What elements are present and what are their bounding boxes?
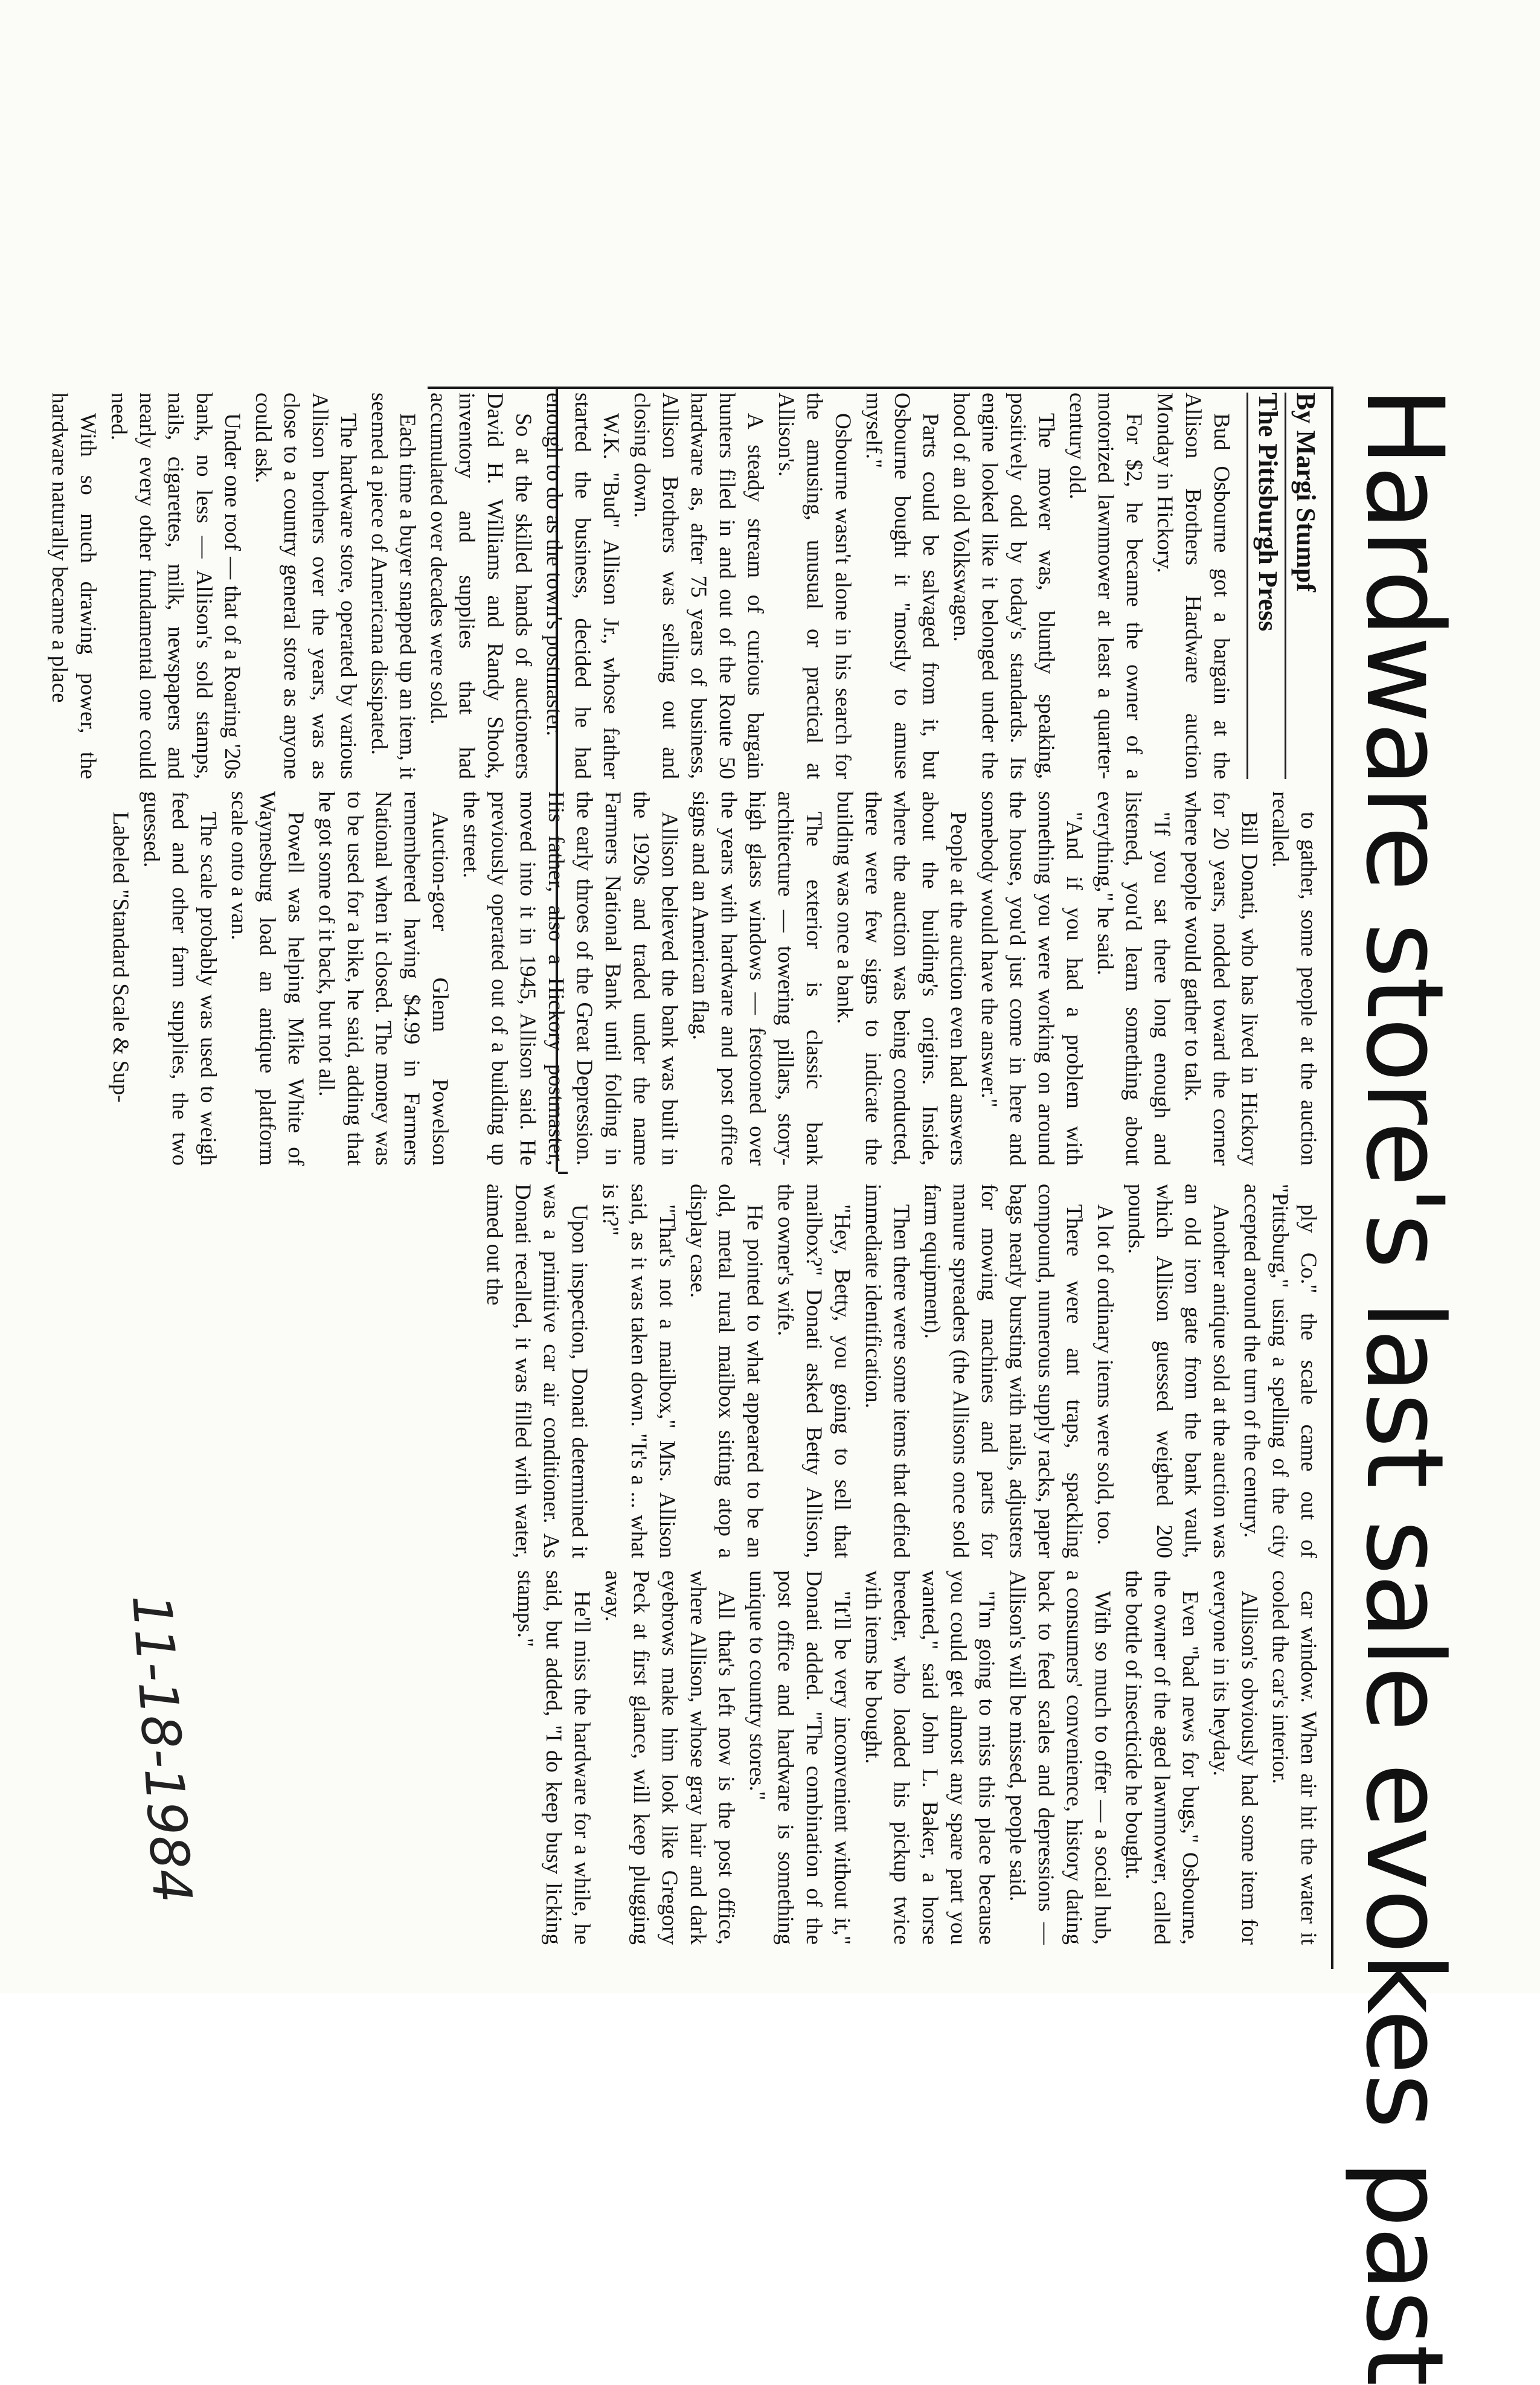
paragraph: The exterior is classic bank architecture — towering pillars, story-high glass windows — festooned over the years with hardware and post office signs and an American flag. [688,791,826,1166]
byline-paper: The Pittsburgh Press [1246,393,1285,779]
paragraph: The mower was, bluntly speaking, positively odd by today's standards. Its engine looked like it belonged under the hood of an old Volkswagen. [949,393,1059,779]
paragraph: The scale probably was used to weigh feed and other farm supplies, the two guessed. [139,791,220,1166]
paragraph: Powell was helping Mike White of Waynesburg load an antique platform scale onto a van. [226,791,308,1166]
paragraph: Allison's obviously had some item for everyone in its heyday. [1208,1570,1262,1945]
paragraph: Bill Donati, who has lived in Hickory for 20 years, nodded toward the corner where people would gather to talk. [1180,791,1262,1166]
paragraph: Parts could be salvaged from it, but Osbourne bought it "mostly to amuse myself." [861,393,943,779]
byline [1246,393,1323,779]
paragraph: Allison believed the bank was built in the 1920s and traded under the name Farmers National Bank until folding in the early throes of the Great Depression. His father, also a Hickory postmaster, moved into it in 1945, Allison said. He previously operated out of a building up the street. [458,791,682,1166]
paragraph: Auction-goer Glenn Powelson remembered having $4.99 in Farmers National when it closed. The money was to be used for a bike, he said, adding that he got some of it back, but not all. [314,791,452,1166]
paragraph: The hardware store, operated by various Allison brothers over the years, was as close to a country general store as anyone could ask. [251,393,361,779]
column-2 [108,791,1323,1166]
paragraph: Osbourne wasn't alone in his search for the amusing, unusual or practical at Allison's. [774,393,855,779]
paragraph: With so much to offer — a social hub, a consumers' convenience, history dating back to feed scales and depressions — Allison's will be missed, people said. [1005,1570,1115,1945]
paragraph: There were ant traps, spackling compound, numerous supply racks, paper bags nearly bursting with nails, adjusters for mowing machines and parts for manure spreaders (the Allisons once sold farm equipment). [920,1184,1086,1558]
paragraph: People at the auction even had answers about the building's origins. Inside, where the auction was being conducted, there were few signs to indicate the building was once a bank. [832,791,971,1166]
headline: Hardware store's last sale evokes past [1343,387,1466,2385]
paragraph: With so much drawing power, the hardware naturally became a place [47,393,100,779]
paragraph: Even "bad news for bugs," Osbourne, the owner of the aged lawnmower, called the bottle of insecticide he bought. [1121,1570,1202,1945]
paragraph: For $2, he became the owner of a motorized lawnmower at least a quarter-century old. [1065,393,1146,779]
paragraph: A steady stream of curious bargain hunters filed in and out of the Route 50 hardware as, after 75 years of business, Allison Brothers was selling out and closing down. [629,393,768,779]
paragraph: to gather, some people at the auction recalled. [1268,791,1321,1166]
paragraph: A lot of ordinary items were sold, too. [1092,1204,1117,1546]
paragraph: Each time a buyer snapped up an item, it seemed a piece of Americana dissipated. [367,393,420,779]
paragraph: "That's not a mailbox," Mrs. Allison said, as it was taken down. "It's a ... what is it?" [598,1184,679,1558]
paragraph: Then there were some items that defied immediate identification. [861,1184,914,1558]
paragraph: Another antique sold at the auction was an old iron gate from the bank vault, which Allison guessed weighed 200 pounds. [1123,1184,1233,1558]
paragraph: So at the skilled hands of auctioneers David H. Williams and Randy Shook, inventory and supplies that had accumulated over decades were sold. [426,393,536,779]
paragraph: ply Co." the scale came out of "Pittsburg," using a spelling of the city accepted around the turn of the century. [1239,1184,1321,1558]
paragraph: "It'll be very inconvenient without it," Donati added. "The combination of the post office and hardware is something unique to country stores." [745,1570,855,1945]
paragraph: "And if you had a problem with something you were working on around the house, you'd just come in here and somebody would have the answer." [977,791,1086,1166]
paragraph: "Hey, Betty, you going to sell that mailbox?" Donati asked Betty Allison, the owner's wife. [773,1184,855,1558]
paragraph: Bud Osbourne got a bargain at the Allison Brothers Hardware auction Monday in Hickory. [1152,393,1234,779]
paragraph: Upon inspection, Donati determined it was a primitive car air conditioner. As Donati recalled, it was filled with water, aimed out the [482,1184,592,1558]
column-1 [47,393,1323,779]
column-4 [205,1570,1323,1945]
paragraph: Under one roof — that of a Roaring '20s bank, no less — Allison's sold stamps, nails, cigarettes, milk, newspapers and nearly every other fundamental one could need. [106,393,245,779]
clipping-border-step-top [558,1172,568,1174]
paragraph: car window. When air hit the water it cooled the car's interior. [1268,1570,1321,1945]
paragraph: "If you sat there long enough and listened, you'd learn something about everything," he said. [1092,791,1174,1166]
paragraph: He pointed to what appeared to be an old, metal rural mailbox sitting atop a display case. [685,1184,767,1558]
column-3 [205,1184,1323,1558]
clipping-border-top [1331,387,1333,1969]
paragraph: W.K. "Bud" Allison Jr., whose father started the business, decided he had enough to do as the town's postmaster. [542,393,623,779]
paragraph: All that's left now is the post office, where Allison, whose gray hair and dark eyebrows make him look like Gregory Peck at first glance, will keep plugging away. [600,1570,739,1945]
clipping-border-left [428,387,1333,389]
paragraph: He'll miss the hardware for a while, he said, but added, "I do keep busy licking stamps." [513,1570,594,1945]
newspaper-clipping [47,387,1474,2385]
handwritten-date: 11-18-1984 [120,1592,204,1905]
paragraph: Labeled "Standard Scale & Sup- [108,812,133,1103]
paragraph: "I'm going to miss this place because you could get almost any spare part you wanted," said John L. Baker, a horse breeder, who loaded his pickup twice with items he bought. [861,1570,999,1945]
byline-author: By Margi Stumpf [1285,393,1323,779]
